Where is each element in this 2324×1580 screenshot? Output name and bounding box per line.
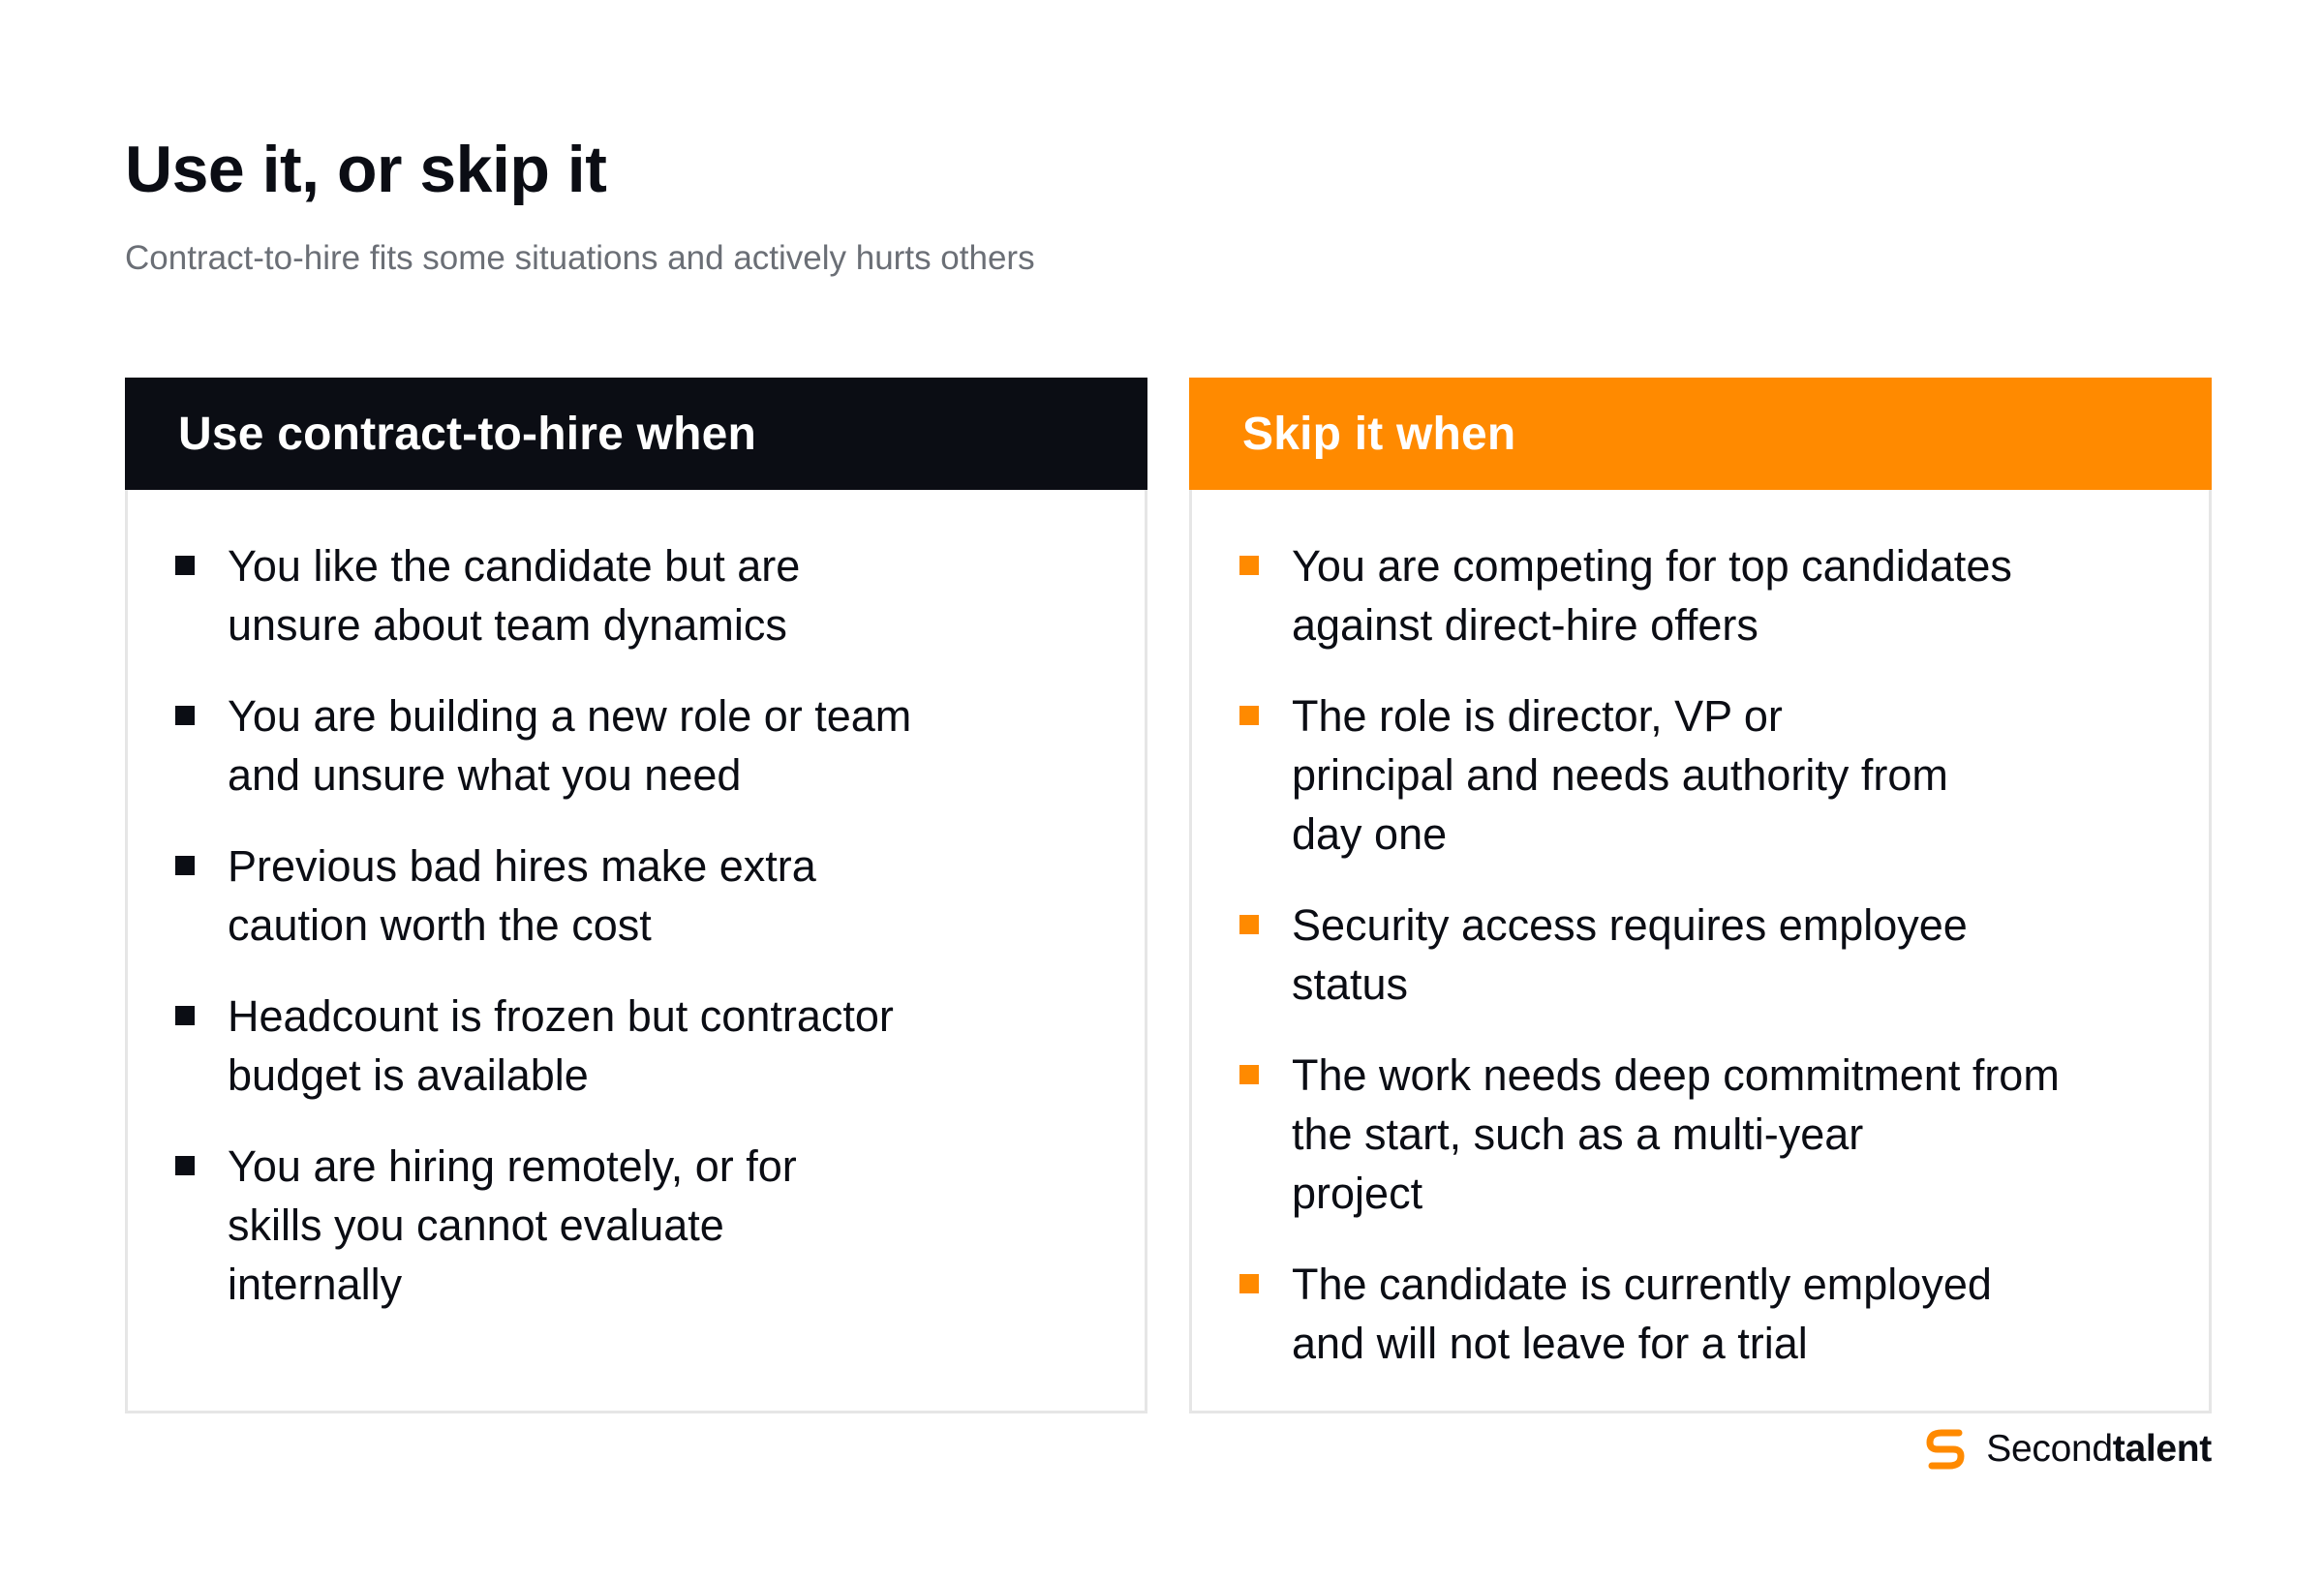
square-bullet-icon xyxy=(1239,915,1259,934)
secondtalent-s-logo-icon xyxy=(1920,1423,1971,1475)
use-contract-to-hire-panel xyxy=(125,378,1147,1413)
page-subtitle: Contract-to-hire fits some situations and actively hurts others xyxy=(125,239,1035,277)
list-item xyxy=(1239,1046,2170,1223)
use-panel-header: Use contract-to-hire when xyxy=(125,378,1147,490)
square-bullet-icon xyxy=(175,1006,195,1025)
list-item-text: Headcount is frozen but contractor budget is available xyxy=(228,991,894,1100)
use-panel-list xyxy=(128,490,1145,1314)
list-item xyxy=(175,686,1106,805)
square-bullet-icon xyxy=(1239,1065,1259,1084)
secondtalent-logo xyxy=(1920,1423,2212,1475)
list-item-text: Previous bad hires make extra caution worth the cost xyxy=(228,841,816,950)
secondtalent-wordmark: Secondtalent xyxy=(1986,1428,2212,1470)
square-bullet-icon xyxy=(175,706,195,725)
skip-it-panel xyxy=(1189,378,2212,1413)
page-title: Use it, or skip it xyxy=(125,133,607,206)
square-bullet-icon xyxy=(175,1156,195,1175)
square-bullet-icon xyxy=(1239,706,1259,725)
square-bullet-icon xyxy=(175,556,195,575)
skip-panel-header: Skip it when xyxy=(1189,378,2212,490)
square-bullet-icon xyxy=(1239,1274,1259,1293)
list-item-text: The work needs deep commitment from the start, such as a multi-year project xyxy=(1292,1050,2060,1218)
list-item xyxy=(175,536,1106,654)
list-item xyxy=(1239,686,2170,864)
list-item xyxy=(1239,536,2170,654)
list-item xyxy=(1239,1255,2170,1373)
list-item-text: You are building a new role or team and unsure what you need xyxy=(228,691,912,800)
skip-panel-list xyxy=(1192,490,2209,1373)
list-item-text: The candidate is currently employed and will not leave for a trial xyxy=(1292,1260,1992,1368)
list-item-text: You are competing for top candidates against direct-hire offers xyxy=(1292,541,2012,650)
list-item xyxy=(1239,896,2170,1014)
square-bullet-icon xyxy=(1239,556,1259,575)
list-item-text: Security access requires employee status xyxy=(1292,900,1968,1009)
list-item-text: You are hiring remotely, or for skills you cannot evaluate internally xyxy=(228,1141,797,1309)
list-item xyxy=(175,987,1106,1105)
list-item-text: You like the candidate but are unsure about team dynamics xyxy=(228,541,801,650)
list-item xyxy=(175,836,1106,955)
square-bullet-icon xyxy=(175,856,195,875)
list-item xyxy=(175,1137,1106,1314)
list-item-text: The role is director, VP or principal and needs authority from day one xyxy=(1292,691,1948,859)
